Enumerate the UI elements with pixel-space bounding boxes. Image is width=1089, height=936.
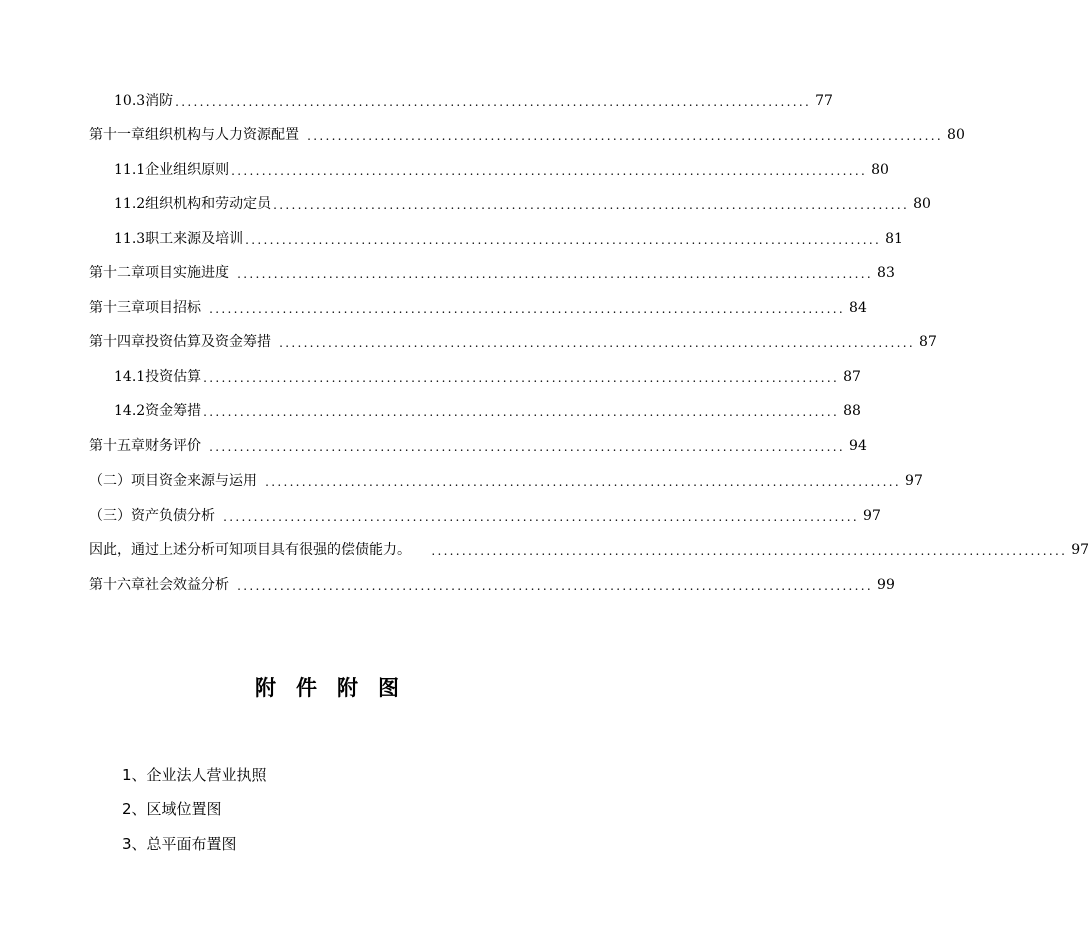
toc-leader-dots: ........................................................................................................ bbox=[259, 475, 902, 489]
toc-entry-title: 组织机构与人力资源配置 bbox=[145, 127, 299, 143]
toc-entry-number: 第十二章 bbox=[89, 265, 145, 281]
toc-entry[interactable] bbox=[114, 362, 861, 386]
toc-entry-number: 第十四章 bbox=[89, 334, 145, 350]
toc-leader-dots: ........................................................................................................ bbox=[245, 233, 882, 247]
toc-leader-dots: ........................................................................................................ bbox=[203, 440, 846, 454]
toc-entry-number: 11.3 bbox=[114, 231, 146, 247]
toc-entry-title: 项目实施进度 bbox=[145, 265, 229, 281]
toc-entry-title: 项目资金来源与运用 bbox=[131, 473, 257, 489]
toc-entry-title: 消防 bbox=[145, 93, 174, 109]
toc-entry-page: 97 bbox=[863, 508, 881, 524]
toc-entry[interactable] bbox=[89, 466, 923, 490]
toc-entry-page: 97 bbox=[1071, 542, 1089, 558]
toc-entry-title: 社会效益分析 bbox=[145, 577, 229, 593]
appendix-item: 1、企业法人营业执照 bbox=[122, 766, 267, 784]
appendix-item: 3、总平面布置图 bbox=[122, 835, 237, 853]
toc-entry[interactable] bbox=[89, 120, 965, 144]
toc-entry-title: 项目招标 bbox=[145, 300, 201, 316]
toc-entry-page: 99 bbox=[877, 577, 895, 593]
toc-leader-dots: ........................................................................................................ bbox=[413, 544, 1068, 558]
toc-entry[interactable] bbox=[89, 570, 895, 594]
toc-entry[interactable] bbox=[114, 86, 833, 110]
toc-entry-title: 投资估算及资金筹措 bbox=[145, 334, 271, 350]
toc-entry[interactable] bbox=[89, 327, 937, 351]
toc-entry[interactable] bbox=[89, 501, 881, 525]
toc-entry-title: 投资估算 bbox=[145, 369, 202, 385]
toc-leader-dots: ........................................................................................................ bbox=[217, 510, 860, 524]
toc-entry[interactable] bbox=[114, 155, 889, 179]
toc-entry-page: 87 bbox=[843, 369, 861, 385]
toc-entry-title: 组织机构和劳动定员 bbox=[145, 196, 272, 212]
toc-leader-dots: ........................................................................................................ bbox=[231, 579, 874, 593]
toc-entry-page: 80 bbox=[947, 127, 965, 143]
toc-entry-page: 87 bbox=[919, 334, 937, 350]
toc-leader-dots: ........................................................................................................ bbox=[175, 95, 812, 109]
toc-entry-title: 因此，通过上述分析可知项目具有很强的偿债能力。 bbox=[89, 542, 411, 558]
toc-entry-page: 83 bbox=[877, 265, 895, 281]
toc-entry[interactable] bbox=[114, 189, 931, 213]
toc-leader-dots: ........................................................................................................ bbox=[301, 129, 944, 143]
toc-entry[interactable] bbox=[114, 396, 861, 420]
toc-leader-dots: ........................................................................................................ bbox=[203, 302, 846, 316]
toc-entry-page: 88 bbox=[843, 403, 861, 419]
toc-leader-dots: ........................................................................................................ bbox=[231, 267, 874, 281]
toc-entry-page: 81 bbox=[885, 231, 903, 247]
toc-leader-dots: ........................................................................................................ bbox=[203, 405, 840, 419]
toc-entry-page: 84 bbox=[849, 300, 867, 316]
toc-entry-page: 80 bbox=[913, 196, 931, 212]
toc-entry-number: 第十一章 bbox=[89, 127, 145, 143]
toc-entry-number: 第十三章 bbox=[89, 300, 145, 316]
toc-entry-page: 97 bbox=[905, 473, 923, 489]
toc-entry-page: 77 bbox=[815, 93, 833, 109]
toc-entry-number: 14.1 bbox=[114, 369, 146, 385]
toc-entry-title: 资金筹措 bbox=[145, 403, 202, 419]
toc-entry-number: 第十六章 bbox=[89, 577, 145, 593]
toc-entry[interactable] bbox=[89, 293, 867, 317]
toc-entry-number: 10.3 bbox=[114, 93, 146, 109]
appendix-heading: 附件附图 bbox=[255, 676, 419, 700]
toc-entry-title: 财务评价 bbox=[145, 438, 201, 454]
toc-entry-number: （三） bbox=[89, 508, 131, 524]
toc-leader-dots: ........................................................................................................ bbox=[273, 336, 916, 350]
toc-entry[interactable] bbox=[89, 535, 1089, 559]
toc-entry-number: 第十五章 bbox=[89, 438, 145, 454]
toc-leader-dots: ........................................................................................................ bbox=[231, 164, 868, 178]
toc-entry-number: （二） bbox=[89, 473, 131, 489]
toc-entry-title: 职工来源及培训 bbox=[145, 231, 244, 247]
toc-entry-page: 94 bbox=[849, 438, 867, 454]
toc-leader-dots: ........................................................................................................ bbox=[273, 198, 910, 212]
toc-entry-number: 11.2 bbox=[114, 196, 146, 212]
toc-entry[interactable] bbox=[89, 258, 895, 282]
appendix-item: 2、区域位置图 bbox=[122, 800, 222, 818]
toc-entry-page: 80 bbox=[871, 162, 889, 178]
toc-entry-title: 企业组织原则 bbox=[145, 162, 230, 178]
toc-entry[interactable] bbox=[114, 224, 903, 248]
toc-entry[interactable] bbox=[89, 431, 867, 455]
toc-entry-number: 11.1 bbox=[114, 162, 146, 178]
toc-entry-number: 14.2 bbox=[114, 403, 146, 419]
toc-entry-title: 资产负债分析 bbox=[131, 508, 215, 524]
toc-leader-dots: ........................................................................................................ bbox=[203, 371, 840, 385]
